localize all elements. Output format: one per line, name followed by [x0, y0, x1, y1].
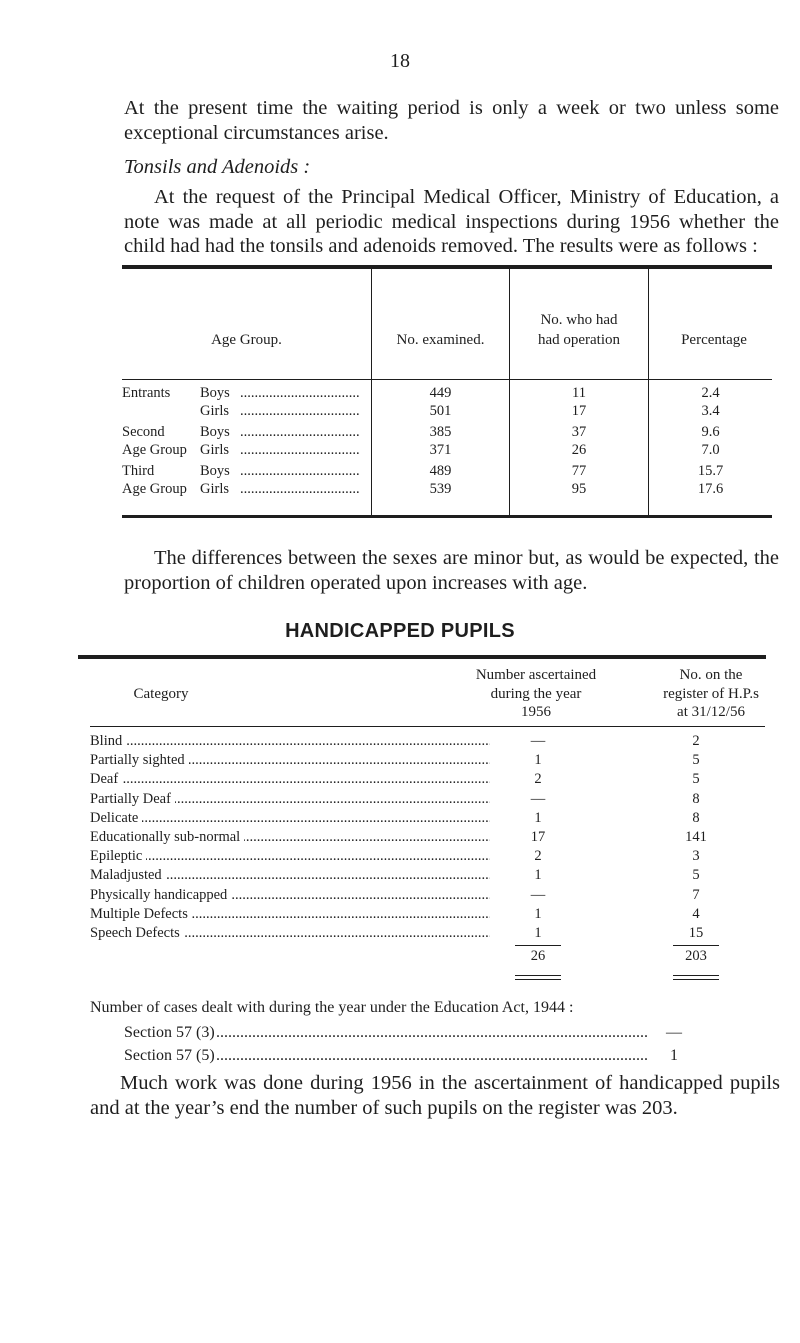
header-category: Category — [133, 686, 189, 702]
row-ascertained: 1 — [534, 867, 542, 884]
row-ascertained: — — [530, 886, 546, 903]
row-percentage: 9.6 — [701, 424, 720, 440]
leader-dots — [240, 424, 360, 441]
leader-dots — [240, 385, 360, 402]
row-register: 2 — [692, 733, 700, 749]
row-group: Age Group — [122, 481, 187, 497]
section-row — [124, 1024, 684, 1044]
row-category: Delicate — [90, 810, 142, 827]
total-double-rule — [673, 975, 719, 980]
section-title: Tonsils and Adenoids : — [124, 156, 311, 178]
row-percentage: 17.6 — [697, 481, 724, 497]
row-operation: 95 — [571, 481, 587, 497]
row-sex: Girls — [200, 481, 229, 497]
total-register: 203 — [685, 948, 707, 964]
row-operation: 77 — [571, 463, 587, 479]
row-sex: Girls — [200, 403, 229, 419]
row-register: 7 — [692, 886, 700, 903]
row-category: Speech Defects — [90, 925, 184, 942]
header-operation-line2: had operation — [537, 332, 621, 348]
table-bottom-rule — [122, 515, 772, 518]
row-ascertained: — — [530, 790, 546, 807]
row-sex: Girls — [200, 442, 229, 458]
row-category: Physically handicapped — [90, 887, 231, 904]
tonsils-paragraph: At the request of the Principal Medical Officer, Ministry of Education, a note was made at all periodic medical inspections during 1956 whether the child had had the tonsils and adenoids removed. The results were as follows : — [124, 186, 779, 257]
row-group: Second — [122, 424, 165, 440]
row-category: Blind — [90, 733, 126, 750]
row-ascertained: 1 — [534, 905, 542, 922]
header-operation-line1: No. who had — [540, 312, 618, 328]
leader-dots — [90, 733, 490, 750]
differences-paragraph: The differences between the sexes are minor but, as would be expected, the proportion of children operated upon increases with age. — [124, 547, 779, 594]
leader-dots — [240, 403, 360, 420]
table-row — [76, 848, 766, 867]
leader-dots — [90, 810, 490, 827]
leader-dots — [240, 463, 360, 480]
row-category: Partially Deaf — [90, 791, 175, 808]
row-category: Maladjusted — [90, 867, 166, 884]
total-rule — [515, 945, 561, 946]
table-row — [76, 810, 766, 829]
row-ascertained: — — [530, 733, 546, 749]
header-age-group: Age Group. — [211, 332, 282, 348]
leader-dots — [90, 848, 490, 865]
row-register: 4 — [692, 905, 700, 922]
row-examined: 501 — [429, 403, 452, 419]
table-row — [76, 733, 766, 752]
row-examined: 489 — [429, 463, 452, 479]
leader-dots — [240, 442, 360, 459]
row-ascertained: 1 — [534, 809, 542, 826]
row-percentage: 3.4 — [701, 403, 720, 419]
row-ascertained: 2 — [534, 771, 542, 788]
row-register: 5 — [692, 771, 700, 788]
leader-dots — [90, 771, 490, 788]
table-header-rule — [122, 379, 772, 380]
row-register: 8 — [692, 790, 700, 807]
table-row — [76, 867, 766, 886]
header-register-line2: register of H.P.s — [663, 686, 759, 702]
row-percentage: 7.0 — [701, 442, 720, 458]
section-value: 1 — [670, 1047, 678, 1064]
table-top-rule — [78, 655, 766, 659]
row-register: 5 — [692, 752, 700, 769]
handicapped-heading: HANDICAPPED PUPILS — [285, 620, 515, 642]
row-ascertained: 17 — [530, 829, 546, 845]
table-row — [76, 829, 766, 848]
table-header-rule — [90, 726, 765, 727]
header-percentage: Percentage — [681, 332, 747, 348]
table-row — [76, 791, 766, 810]
table-row — [76, 752, 766, 771]
row-category: Partially sighted — [90, 752, 189, 769]
row-operation: 37 — [571, 424, 587, 440]
header-register-line3: at 31/12/56 — [677, 704, 745, 720]
row-examined: 371 — [429, 442, 452, 458]
section-row — [124, 1047, 684, 1067]
header-examined: No. examined. — [396, 332, 485, 348]
row-register: 8 — [692, 809, 700, 826]
row-examined: 539 — [429, 481, 452, 497]
row-group: Third — [122, 463, 155, 479]
row-ascertained: 1 — [534, 752, 542, 769]
table-top-rule — [122, 265, 772, 269]
row-ascertained: 2 — [534, 848, 542, 865]
row-group: Age Group — [122, 442, 187, 458]
row-examined: 449 — [429, 385, 452, 401]
row-sex: Boys — [200, 463, 230, 479]
row-examined: 385 — [429, 424, 452, 440]
row-category: Educationally sub-normal — [90, 829, 244, 846]
row-register: 141 — [685, 829, 707, 845]
row-operation: 26 — [571, 442, 587, 458]
total-rule — [673, 945, 719, 946]
total-double-rule — [515, 975, 561, 980]
row-category: Epileptic — [90, 848, 146, 865]
row-operation: 17 — [571, 403, 587, 419]
section-label: Section 57 (5) — [124, 1047, 215, 1064]
header-ascertained-line2: during the year — [490, 686, 582, 702]
table-row — [76, 906, 766, 925]
page-number: 18 — [390, 50, 410, 72]
total-ascertained: 26 — [530, 948, 546, 964]
intro-paragraph: At the present time the waiting period is only a week or two unless some exceptional circumstances arise. — [124, 97, 779, 144]
table-row — [76, 771, 766, 790]
table-row — [76, 925, 766, 944]
row-category: Deaf — [90, 771, 122, 788]
final-paragraph: Much work was done during 1956 in the ascertainment of handicapped pupils and at the year’s end the number of such pupils on the register was 203. — [90, 1072, 780, 1119]
row-register: 15 — [688, 925, 704, 941]
row-operation: 11 — [572, 385, 586, 401]
row-sex: Boys — [200, 424, 230, 440]
header-ascertained-line1: Number ascertained — [475, 667, 597, 683]
cases-line: Number of cases dealt with during the year under the Education Act, 1944 : — [90, 999, 574, 1016]
row-sex: Boys — [200, 385, 230, 401]
row-percentage: 15.7 — [697, 463, 724, 479]
section-value: — — [666, 1024, 682, 1041]
header-register-line1: No. on the — [679, 667, 743, 683]
table-row — [76, 887, 766, 906]
section-label: Section 57 (3) — [124, 1024, 215, 1041]
row-register: 5 — [692, 867, 700, 884]
row-percentage: 2.4 — [701, 385, 720, 401]
row-group: Entrants — [122, 385, 171, 401]
leader-dots — [240, 481, 360, 498]
header-ascertained-line3: 1956 — [521, 704, 551, 720]
row-ascertained: 1 — [534, 925, 542, 941]
row-category: Multiple Defects — [90, 906, 192, 923]
row-register: 3 — [692, 848, 700, 865]
